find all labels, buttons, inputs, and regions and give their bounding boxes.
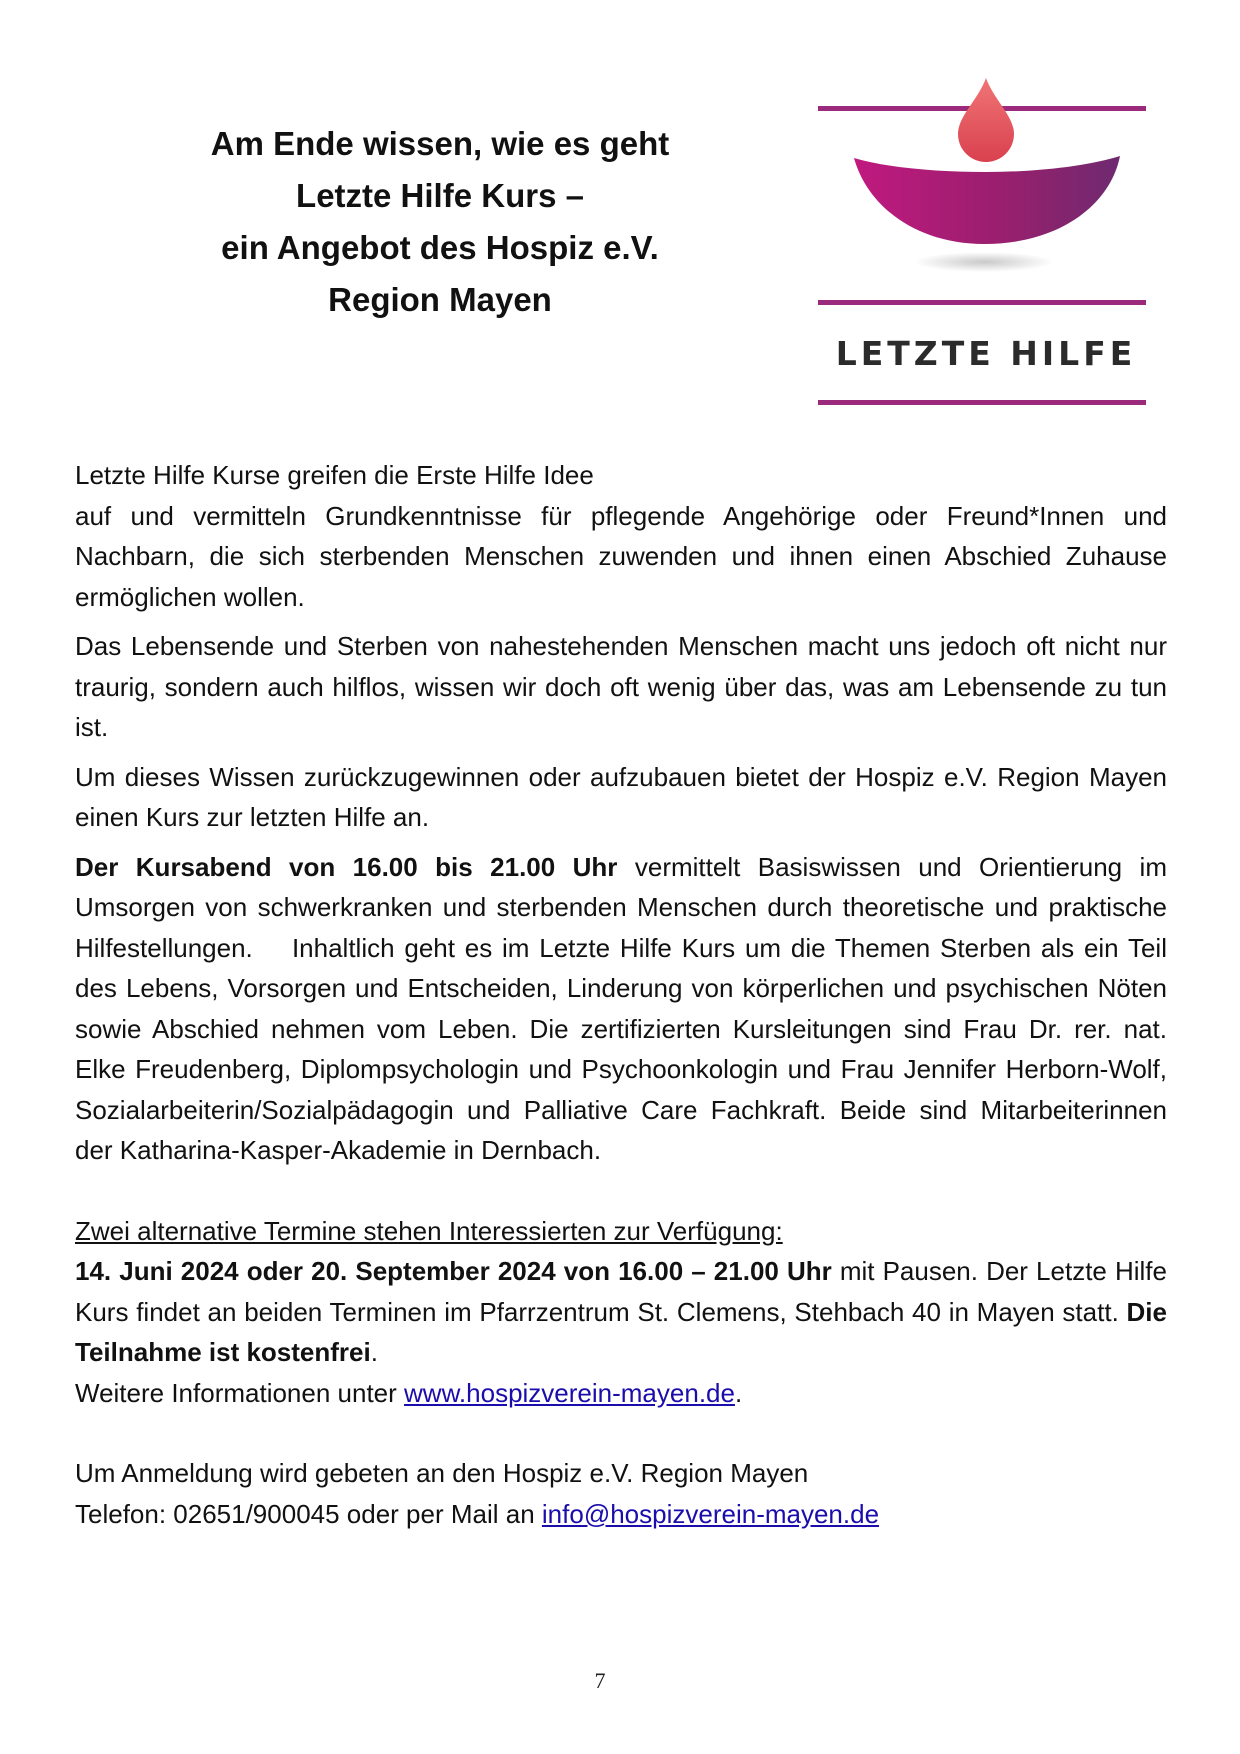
more-info-prefix: Weitere Informationen unter	[75, 1377, 405, 1408]
document-body	[75, 455, 1167, 1534]
letzte-hilfe-logo	[818, 76, 1154, 412]
paragraph-course-offer: Um dieses Wissen zurückzugewinnen oder aufzubauen bietet der Hospiz e.V. Region Mayen einen Kurs zur letzten Hilfe an.	[75, 761, 1167, 832]
logo-bottom-line	[818, 400, 1146, 405]
intro-paragraph: auf und vermitteln Grundkenntnisse für pflegende Angehörige oder Freund*Innen und Nachbarn, die sich sterbenden Menschen zuwenden und ihnen einen Abschied Zuhause ermöglichen wollen.	[75, 500, 1167, 612]
title-line-4: Region Mayen	[328, 281, 552, 318]
more-info-line	[75, 1373, 1167, 1414]
paragraph-life-end: Das Lebensende und Sterben von nahestehenden Menschen macht uns jedoch oft nicht nur traurig, sondern auch hilflos, wissen wir doch oft wenig über das, was am Lebensende zu tun ist.	[75, 631, 1167, 742]
dates-heading	[75, 1211, 1167, 1252]
course-details-text: vermittelt Basiswissen und Orientierung im Umsorgen von schwerkranken und sterbenden Menschen durch theoretische und praktische Hilfestellungen. Inhaltlich geht es im Letzte Hilfe Kurs um die Themen Sterben als ein Teil des Lebens, Vorsorgen und Entscheiden, Linderung von körperlichen und psychischen Nöten sowie Abschied nehmen vom Leben. Die zertifizierten Kursleitungen sind Frau Dr. rer. nat. Elke Freudenberg, Diplompsychologin und Psychoonkologin und Frau Jennifer Herborn-Wolf, Sozialarbeiterin/Sozialpädagogin und Palliative Care Fachkraft. Beide sind Mitarbeiterinnen der Katharina-Kasper-Akademie in Dernbach.	[75, 851, 1167, 1165]
bowl-shadow	[914, 252, 1054, 272]
dates-heading-text: Zwei alternative Termine stehen Interessierten zur Verfügung:	[75, 1215, 783, 1246]
title-line-3: ein Angebot des Hospiz e.V.	[221, 229, 659, 266]
dates-paragraph	[75, 1251, 1167, 1373]
intro-line-1: Letzte Hilfe Kurse greifen die Erste Hilfe Idee	[75, 460, 594, 490]
email-link[interactable]: info@hospizverein-mayen.de	[541, 1498, 880, 1529]
page-title	[110, 118, 770, 326]
dates-text-2: .	[370, 1337, 378, 1367]
more-info-suffix: .	[734, 1377, 743, 1408]
phone-text: Telefon: 02651/900045 oder per Mail an	[75, 1498, 542, 1529]
flame-drop	[958, 78, 1014, 162]
dates-bold: 14. Juni 2024 oder 20. September 2024 von 16.00 – 21.00 Uhr	[75, 1256, 832, 1286]
title-line-2: Letzte Hilfe Kurs –	[296, 177, 584, 214]
paragraph-course-details	[75, 847, 1167, 1171]
title-line-1: Am Ende wissen, wie es geht	[210, 125, 670, 162]
dates-text-1: mit Pausen. Der Letzte Hilfe Kurs findet an beiden Terminen im Pfarrzentrum St. Clemens, Stehbach 40 in Mayen statt.	[75, 1256, 1167, 1327]
free-participation-bold: Die Teilnahme ist kostenfrei	[75, 1296, 1167, 1367]
logo-middle-line	[818, 300, 1146, 305]
website-link[interactable]: www.hospizverein-mayen.de	[404, 1377, 735, 1408]
course-time-bold: Der Kursabend von 16.00 bis 21.00 Uhr	[75, 851, 618, 882]
registration-line-1: Um Anmeldung wird gebeten an den Hospiz e.V. Region Mayen	[75, 1458, 809, 1488]
bowl-shape	[854, 156, 1120, 244]
registration-line-2	[75, 1494, 1167, 1535]
page-number: 7	[594, 1668, 606, 1693]
logo-wordmark: LETZTE HILFE	[835, 334, 1137, 373]
